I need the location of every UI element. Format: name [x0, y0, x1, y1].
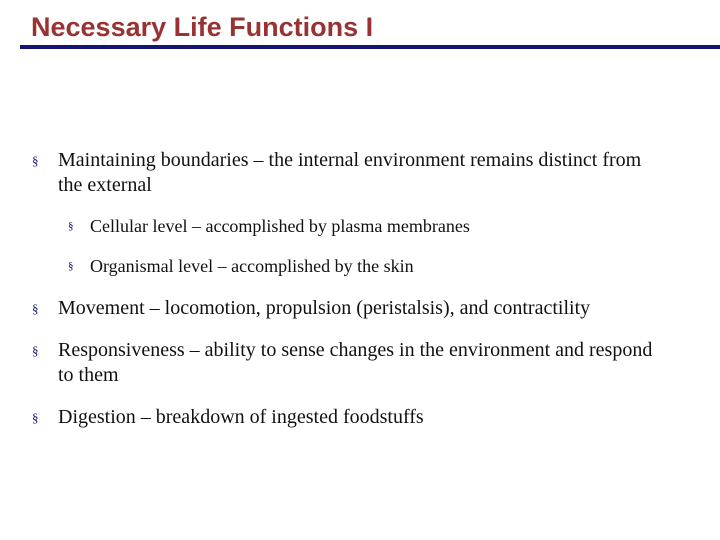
bullet-item-digestion [32, 405, 668, 430]
sub-bullet-item-organismal-level [68, 255, 670, 277]
bullet-item-movement [32, 296, 668, 321]
bullet-text: Maintaining boundaries – the internal environment remains distinct from the external [58, 149, 642, 196]
bullet-icon: § [68, 220, 74, 232]
bullet-text: Movement – locomotion, propulsion (peristalsis), and contractility [58, 297, 591, 319]
bullet-icon: § [32, 153, 39, 168]
bullet-icon: § [32, 301, 39, 316]
slide-title: Necessary Life Functions I [31, 12, 374, 42]
bullet-icon: § [32, 410, 39, 425]
bullet-icon: § [32, 343, 39, 358]
bullet-icon: § [68, 260, 74, 272]
bullet-text: Cellular level – accomplished by plasma membranes [90, 216, 470, 236]
bullet-text: Responsiveness – ability to sense changes in the environment and respond to them [58, 339, 653, 386]
sub-bullet-item-cellular-level [68, 215, 670, 237]
bullet-text: Organismal level – accomplished by the skin [90, 256, 414, 276]
bullet-text: Digestion – breakdown of ingested foodstuffs [58, 406, 424, 428]
bullet-item-maintaining-boundaries [32, 148, 668, 198]
bullet-item-responsiveness [32, 338, 668, 388]
